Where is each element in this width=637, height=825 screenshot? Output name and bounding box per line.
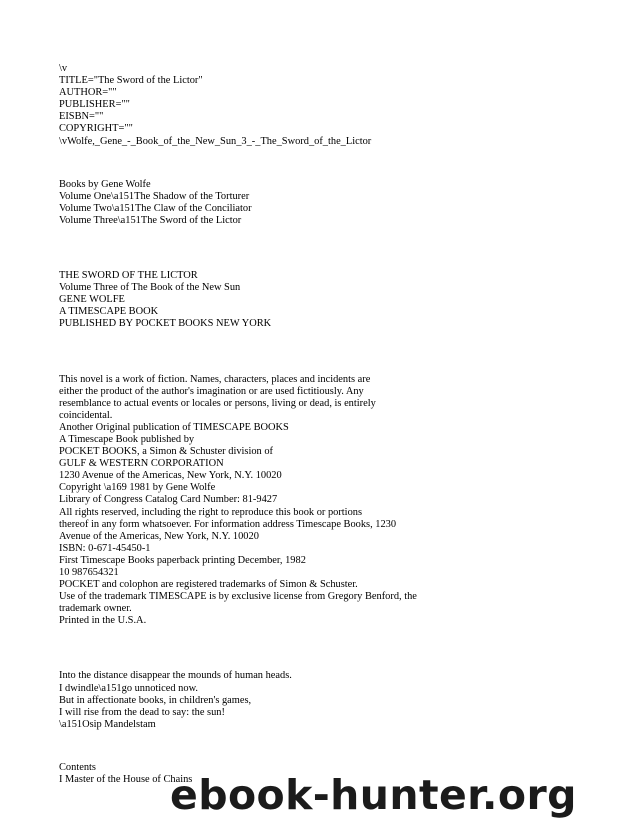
contents-heading: Contents (59, 761, 96, 773)
copyright-line: Another Original publication of TIMESCAPE BOOKS (59, 421, 289, 433)
epigraph (59, 670, 619, 730)
copyright-line: Copyright \a169 1981 by Gene Wolfe (59, 482, 216, 494)
watermark-text: ebook-hunter.org (170, 771, 577, 819)
copyright-line: Use of the trademark TIMESCAPE is by exclusive license from Gregory Benford, the (59, 591, 417, 603)
copyright-line: Library of Congress Catalog Card Number: 81-9427 (59, 494, 278, 506)
copyright-line: trademark owner. (59, 603, 132, 615)
books-by-heading: Books by Gene Wolfe (59, 178, 151, 190)
spacer (59, 627, 619, 670)
epigraph-line: But in affectionate books, in children's games, (59, 694, 252, 706)
books-by-item: Volume Two\a151The Claw of the Conciliator (59, 202, 252, 214)
copyright-line: thereof in any form whatsoever. For information address Timescape Books, 1230 (59, 518, 397, 530)
metadata-block (59, 63, 619, 148)
copyright-line: 1230 Avenue of the Americas, New York, N.Y. 10020 (59, 470, 282, 482)
epigraph-line: I dwindle\a151go unnoticed now. (59, 682, 198, 694)
book-publisher: PUBLISHED BY POCKET BOOKS NEW YORK (59, 318, 272, 330)
book-imprint: A TIMESCAPE BOOK (59, 306, 159, 318)
title-page (59, 270, 619, 330)
books-by-item: Volume Three\a151The Sword of the Lictor (59, 214, 242, 226)
copyright-line: First Timescape Books paperback printing December, 1982 (59, 554, 306, 566)
copyright-line: either the product of the author's imagination or are used fictitiously. Any (59, 385, 364, 397)
spacer (59, 731, 619, 762)
metadata-line: TITLE="The Sword of the Lictor" (59, 75, 203, 87)
book-subtitle: Volume Three of The Book of the New Sun (59, 282, 241, 294)
books-by-list (59, 179, 619, 227)
metadata-line: \vWolfe,_Gene_-_Book_of_the_New_Sun_3_-_The_Sword_of_the_Lictor (59, 135, 372, 147)
copyright-line: Printed in the U.S.A. (59, 615, 147, 627)
spacer (59, 227, 619, 270)
copyright-line: POCKET and colophon are registered trademarks of Simon & Schuster. (59, 579, 358, 591)
metadata-line: PUBLISHER="" (59, 99, 130, 111)
metadata-line: AUTHOR="" (59, 87, 117, 99)
epigraph-attribution: \a151Osip Mandelstam (59, 718, 156, 730)
metadata-line: COPYRIGHT="" (59, 123, 133, 135)
metadata-line: \v (59, 63, 68, 74)
book-author: GENE WOLFE (59, 294, 125, 306)
copyright-line: resemblance to actual events or locales or persons, living or dead, is entirely (59, 397, 376, 409)
metadata-line: EISBN="" (59, 111, 104, 123)
copyright-line: ISBN: 0-671-45450-1 (59, 542, 151, 554)
copyright-line: A Timescape Book published by (59, 433, 195, 445)
book-title: THE SWORD OF THE LICTOR (59, 270, 198, 282)
spacer (59, 331, 619, 374)
copyright-line: 10 987654321 (59, 567, 119, 578)
books-by-item: Volume One\a151The Shadow of the Torturer (59, 190, 250, 202)
spacer (59, 148, 619, 179)
copyright-page (59, 374, 619, 628)
document-page (59, 63, 619, 786)
copyright-line: GULF & WESTERN CORPORATION (59, 458, 224, 470)
copyright-line: All rights reserved, including the right to reproduce this book or portions (59, 506, 363, 518)
copyright-line: POCKET BOOKS, a Simon & Schuster division of (59, 446, 273, 458)
epigraph-line: I will rise from the dead to say: the sun! (59, 706, 225, 718)
copyright-line: coincidental. (59, 409, 113, 421)
copyright-line: This novel is a work of fiction. Names, characters, places and incidents are (59, 373, 371, 385)
contents-entry: I Master of the House of Chains (59, 774, 193, 786)
copyright-line: Avenue of the Americas, New York, N.Y. 10020 (59, 530, 259, 542)
epigraph-line: Into the distance disappear the mounds of human heads. (59, 670, 292, 682)
